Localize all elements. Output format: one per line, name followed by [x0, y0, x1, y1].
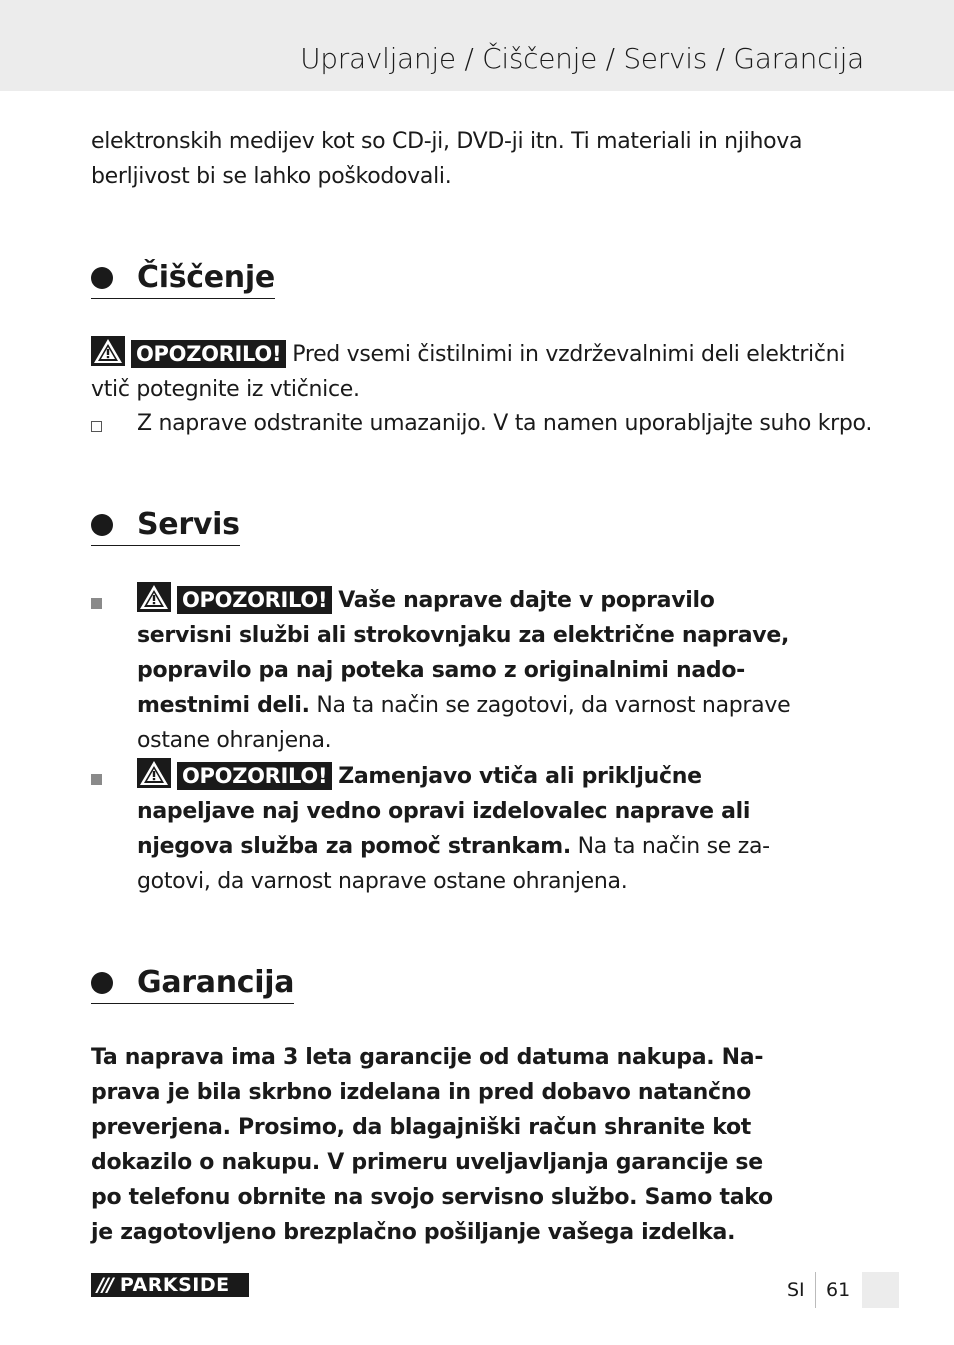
heading-text: Garancija — [137, 965, 295, 1000]
warranty-line: po telefonu obrnite na svojo servisno službo. Samo tako — [91, 1185, 773, 1210]
heading-text: Servis — [137, 507, 240, 542]
section-heading-warranty — [91, 965, 294, 1004]
warning-triangle-icon — [137, 758, 171, 788]
logo-text: PARKSIDE — [119, 1274, 230, 1296]
warning-text: njegova služba za pomoč strankam. — [137, 834, 571, 859]
page-header — [0, 0, 954, 91]
intro-line: elektronskih medijev kot so CD-ji, DVD-ji itn. Ti materiali in njihova — [91, 129, 803, 154]
warranty-line: je zagotovljeno brezplačno pošiljanje vašega izdelka. — [91, 1220, 736, 1245]
list-bullet-icon — [91, 598, 102, 609]
list-bullet-icon — [91, 421, 102, 432]
cleaning-warning — [91, 336, 881, 407]
warning-label: OPOZORILO! — [177, 586, 332, 614]
service-list-item — [137, 758, 867, 899]
warranty-line: dokazilo o nakupu. V primeru uveljavljanja garancije se — [91, 1150, 763, 1175]
warning-text: servisni službi ali strokovnjaku za električne naprave, — [137, 623, 789, 648]
page-language: SI — [787, 1279, 805, 1301]
warning-text: napeljave naj vedno opravi izdelovalec naprave ali — [137, 799, 751, 824]
warning-triangle-icon — [91, 336, 125, 366]
bullet-dot-icon — [91, 972, 113, 994]
intro-paragraph — [91, 124, 802, 194]
warranty-line: preverjena. Prosimo, da blagajniški račun shranite kot — [91, 1115, 751, 1140]
page-tab-marker — [862, 1272, 899, 1308]
bullet-dot-icon — [91, 514, 113, 536]
warning-text: mestnimi deli. — [137, 693, 310, 718]
body-text: ostane ohranjena. — [137, 728, 332, 753]
service-list-item — [137, 582, 867, 758]
warning-text: popravilo pa naj poteka samo z originalnimi nado- — [137, 658, 745, 683]
body-text: gotovi, da varnost naprave ostane ohranjena. — [137, 869, 628, 894]
warning-triangle-icon — [137, 582, 171, 612]
warning-text: Pred vsemi čistilnimi in vzdrževalnimi deli električni — [292, 342, 846, 367]
body-text: Na ta način se za- — [570, 834, 770, 859]
intro-line: berljivost bi se lahko poškodovali. — [91, 164, 452, 189]
brand-logo — [91, 1273, 249, 1297]
warning-text: Zamenjavo vtiča ali priključne — [338, 764, 702, 789]
warning-label: OPOZORILO! — [131, 340, 286, 368]
body-text: Na ta način se zagotovi, da varnost naprave — [309, 693, 791, 718]
logo-stripes: /// — [97, 1274, 112, 1296]
heading-text: Čiščenje — [137, 260, 275, 295]
cleaning-list-item: Z naprave odstranite umazanijo. V ta namen uporabljajte suho krpo. — [137, 411, 873, 436]
footer-divider — [815, 1272, 816, 1308]
warning-label: OPOZORILO! — [177, 762, 332, 790]
page-number: 61 — [826, 1279, 851, 1301]
page-title: Upravljanje / Čiščenje / Servis / Garancija — [300, 42, 864, 75]
warning-text: vtič potegnite iz vtičnice. — [91, 377, 360, 402]
section-heading-cleaning — [91, 260, 275, 299]
warning-text: Vaše naprave dajte v popravilo — [338, 588, 715, 613]
list-bullet-icon — [91, 774, 102, 785]
section-heading-service — [91, 507, 240, 546]
warranty-line: Ta naprava ima 3 leta garancije od datuma nakupa. Na- — [91, 1045, 764, 1070]
warranty-line: prava je bila skrbno izdelana in pred dobavo natančno — [91, 1080, 751, 1105]
bullet-dot-icon — [91, 267, 113, 289]
warranty-paragraph — [91, 1040, 881, 1250]
